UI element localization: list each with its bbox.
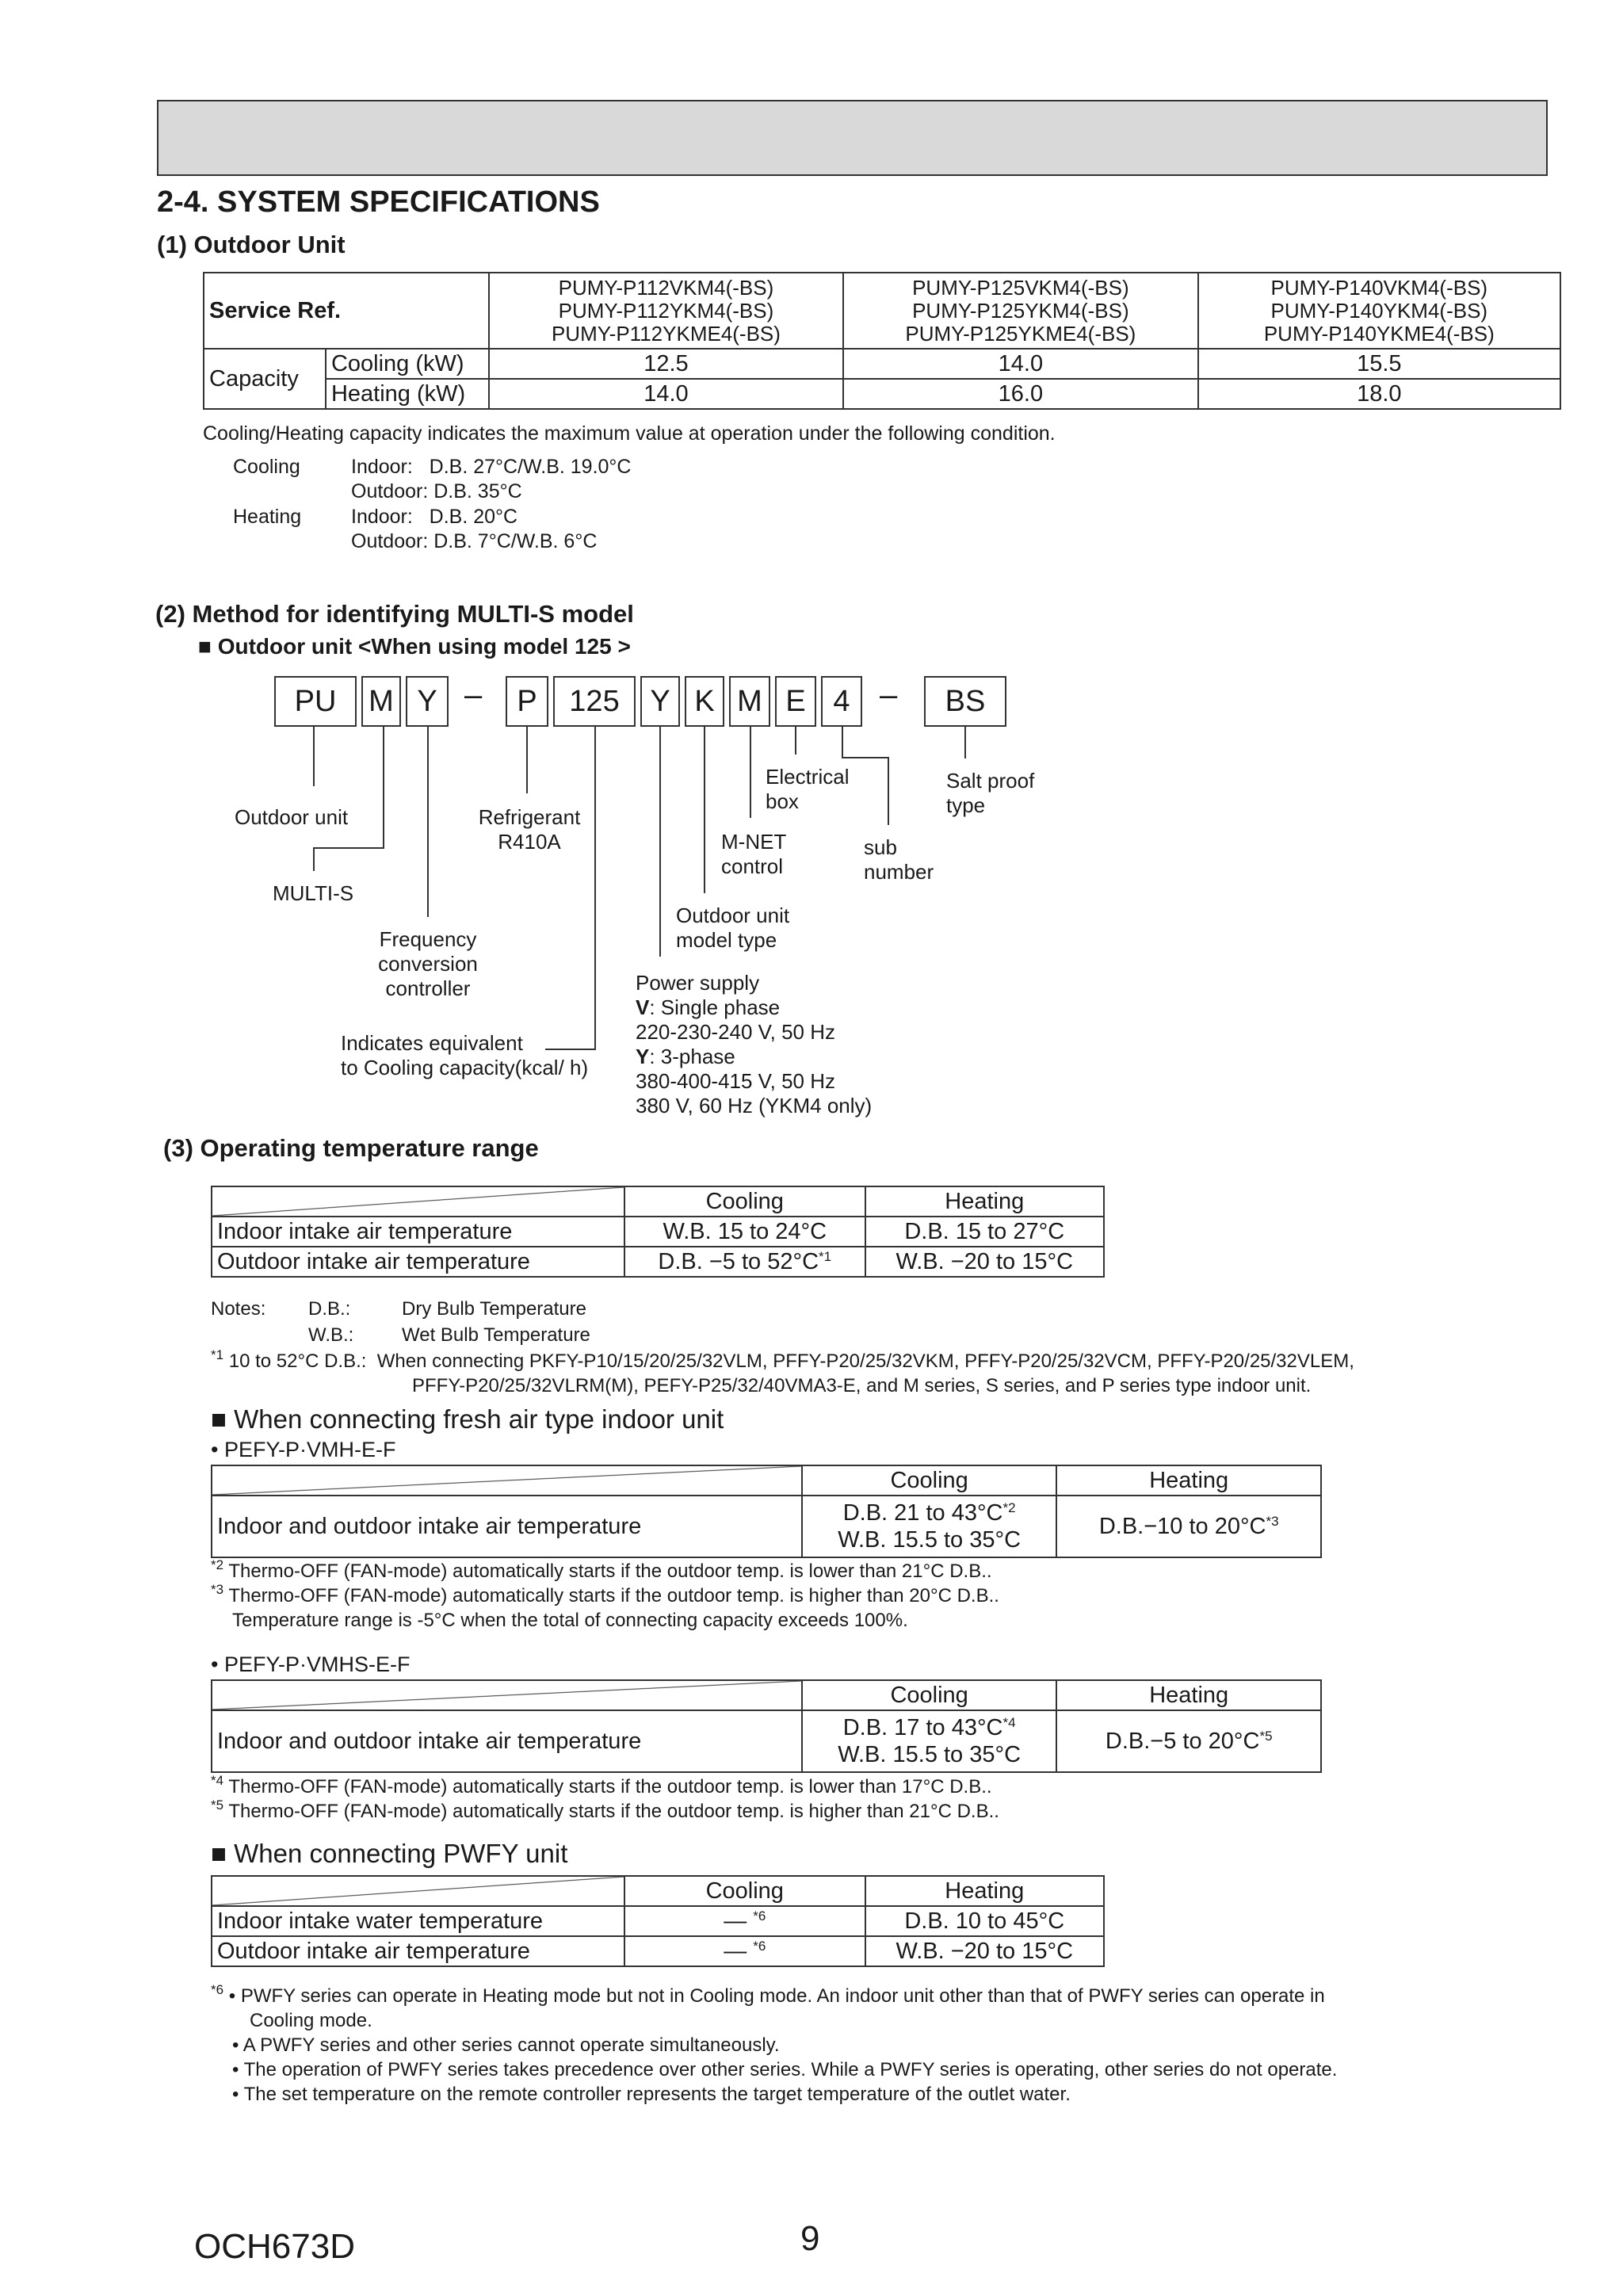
cell-cooling: W.B. 15 to 24°C <box>624 1217 865 1247</box>
label-salt-proof: Salt proof type <box>946 769 1035 817</box>
capacity-note: Cooling/Heating capacity indicates the maximum value at operation under the following condition. <box>203 422 1056 445</box>
diagonal-header-cell <box>212 1876 624 1906</box>
outdoor-unit-table <box>203 272 1561 410</box>
row-label: Outdoor intake air temperature <box>212 1247 624 1277</box>
footnote-6-line2: Cooling mode. <box>250 2010 372 2031</box>
diagonal-header-cell <box>212 1680 802 1710</box>
cell-cooling: D.B. 17 to $43^\circ C^{*4}$ W.B. 15.5 to 35°C <box>802 1710 1057 1772</box>
footnote-4: $^{*4}$ Thermo-OFF (FAN-mode) automatically starts if the outdoor temp. is lower than 17°C D.B.. <box>211 1773 992 1797</box>
row-label: Indoor intake air temperature <box>212 1217 624 1247</box>
footnote-3: $^{*3}$ Thermo-OFF (FAN-mode) automatically starts if the outdoor temp. is higher than 20°C D.B.. <box>211 1582 999 1606</box>
fresh-air-title: ■ When connecting fresh air type indoor unit <box>211 1404 724 1434</box>
page-number: 9 <box>800 2219 820 2258</box>
connector-line <box>704 727 705 893</box>
cooling-value: 15.5 <box>1198 349 1560 379</box>
footnote-2: $^{*2}$ Thermo-OFF (FAN-mode) automatically starts if the outdoor temp. is lower than 21°C D.B.. <box>211 1557 992 1582</box>
code-box-y2: Y <box>640 676 680 727</box>
row-label: Indoor and outdoor intake air temperature <box>212 1710 802 1772</box>
cell-cooling: D.B. 21 to $43^\circ C^{*2}$ W.B. 15.5 to 35°C <box>802 1496 1057 1557</box>
label-power-supply: Power supply V: Single phase 220-230-240 V, 50 Hz Y: 3-phase 380-400-415 V, 50 Hz 380 V, 60 Hz (YKM4 only) <box>636 971 873 1117</box>
cell-heating: W.B. −20 to 15°C <box>865 1936 1105 1966</box>
model-col-140: PUMY-P140VKM4(-BS) PUMY-P140YKM4(-BS) PUMY-P140YKME4(-BS) <box>1198 273 1560 349</box>
wb-key: W.B.: <box>308 1324 354 1346</box>
cooling-kw-label: Cooling (kW) <box>326 349 489 379</box>
label-outdoor-unit: Outdoor unit <box>235 805 349 829</box>
code-box-e: E <box>775 676 816 727</box>
label-model-type: Outdoor unit model type <box>676 904 790 952</box>
footnote-6-bullet2: • A PWFY series and other series cannot operate simultaneously. <box>232 2034 780 2056</box>
cell-cooling: — $^{*6}$ <box>624 1936 865 1966</box>
row-label: Indoor intake water temperature <box>212 1906 624 1936</box>
label-equivalent: Indicates equivalent to Cooling capacity(kcal/ h) <box>341 1031 589 1079</box>
cell-cooling: D.B. −5 to $52^\circ C^{*1}$ <box>624 1247 865 1277</box>
db-key: D.B.: <box>308 1298 351 1320</box>
document-code: OCH673D <box>194 2227 355 2266</box>
label-frequency: Frequency conversion controller <box>378 927 478 1000</box>
code-box-m2: M <box>729 676 770 727</box>
s2-title: (2) Method for identifying MULTI-S model <box>155 600 634 628</box>
notes-label: Notes: <box>211 1298 266 1320</box>
s1-title: (1) Outdoor Unit <box>157 231 346 258</box>
heating-value: 18.0 <box>1198 379 1560 409</box>
fresh2-table <box>211 1679 1322 1773</box>
fresh1-model: • PEFY-P·VMH-E-F <box>211 1438 396 1461</box>
code-box-y: Y <box>406 676 449 727</box>
pwfy-title: ■ When connecting PWFY unit <box>211 1839 568 1868</box>
cond-heating: Heating <box>233 506 302 528</box>
connector-line <box>594 727 596 1050</box>
code-box-pu: PU <box>274 676 357 727</box>
row-label: Indoor and outdoor intake air temperature <box>212 1496 802 1557</box>
label-refrigerant: Refrigerant R410A <box>478 805 581 854</box>
connector-line <box>313 727 315 786</box>
code-box-bs: BS <box>924 676 1006 727</box>
db-val: Dry Bulb Temperature <box>402 1298 586 1320</box>
connector-line <box>313 847 315 871</box>
service-ref-label: Service Ref. <box>204 273 489 349</box>
code-box-m: M <box>361 676 401 727</box>
connector-line <box>659 727 661 957</box>
footnote-6-bullet4: • The set temperature on the remote controller represents the target temperature of the outlet water. <box>232 2084 1071 2105</box>
code-box-125: 125 <box>553 676 636 727</box>
footnote-1-line2: PFFY-P20/25/32VLRM(M), PEFY-P25/32/40VMA3-E, and M series, S series, and P series type indoor unit. <box>412 1375 1312 1396</box>
connector-line <box>313 847 384 849</box>
col-heating: Heating <box>1056 1680 1321 1710</box>
model-col-125: PUMY-P125VKM4(-BS) PUMY-P125YKM4(-BS) PUMY-P125YKME4(-BS) <box>843 273 1197 349</box>
footnote-6: $^{*6}$ • PWFY series can operate in Heating mode but not in Cooling mode. An indoor unit other than that of PWFY series can operate in <box>211 1982 1325 2007</box>
wb-val: Wet Bulb Temperature <box>402 1324 590 1346</box>
model-col-112: PUMY-P112VKM4(-BS) PUMY-P112YKM4(-BS) PUMY-P112YKME4(-BS) <box>489 273 843 349</box>
col-cooling: Cooling <box>624 1876 865 1906</box>
col-cooling: Cooling <box>802 1680 1057 1710</box>
connector-line <box>750 727 751 818</box>
code-dash: – <box>464 678 483 712</box>
header-band <box>157 100 1548 176</box>
connector-line <box>964 727 966 758</box>
cell-heating: D.B.−5 to $20^\circ C^{*5}$ <box>1056 1710 1321 1772</box>
operating-temp-table <box>211 1186 1105 1278</box>
cooling-value: 14.0 <box>843 349 1197 379</box>
heating-kw-label: Heating (kW) <box>326 379 489 409</box>
s2-subtitle: ■ Outdoor unit <When using model 125 > <box>198 634 631 659</box>
connector-line <box>427 727 429 917</box>
footnote-5: $^{*5}$ Thermo-OFF (FAN-mode) automatically starts if the outdoor temp. is higher than 21°C D.B.. <box>211 1797 999 1822</box>
cond-cooling-outdoor: Outdoor: D.B. 35°C <box>351 480 522 502</box>
fresh1-table <box>211 1465 1322 1558</box>
code-box-k: K <box>685 676 724 727</box>
col-heating: Heating <box>1056 1465 1321 1496</box>
cond-heating-outdoor: Outdoor: D.B. 7°C/W.B. 6°C <box>351 530 598 552</box>
connector-line <box>842 757 889 758</box>
connector-line <box>795 727 796 755</box>
connector-line <box>888 757 889 825</box>
cell-heating: W.B. −20 to 15°C <box>865 1247 1105 1277</box>
label-electrical-box: Electrical box <box>766 765 850 813</box>
col-heating: Heating <box>865 1186 1105 1217</box>
label-mnet: M-NET control <box>721 830 787 878</box>
cond-cooling: Cooling <box>233 456 300 478</box>
cell-cooling: — $^{*6}$ <box>624 1906 865 1936</box>
cond-cooling-indoor: Indoor: D.B. 27°C/W.B. 19.0°C <box>351 456 632 478</box>
diagonal-header-cell <box>212 1186 624 1217</box>
pwfy-table <box>211 1875 1105 1967</box>
label-sub-number: sub number <box>864 835 934 884</box>
cell-heating: D.B. 10 to 45°C <box>865 1906 1105 1936</box>
code-box-4: 4 <box>821 676 862 727</box>
cooling-value: 12.5 <box>489 349 843 379</box>
footnote-6-bullet3: • The operation of PWFY series takes precedence over other series. While a PWFY series is operating, other series do not operate. <box>232 2059 1338 2080</box>
row-label: Outdoor intake air temperature <box>212 1936 624 1966</box>
connector-line <box>383 727 384 849</box>
label-multi-s: MULTI-S <box>273 881 354 905</box>
cond-heating-indoor: Indoor: D.B. 20°C <box>351 506 518 528</box>
heating-value: 16.0 <box>843 379 1197 409</box>
col-cooling: Cooling <box>624 1186 865 1217</box>
col-cooling: Cooling <box>802 1465 1057 1496</box>
fresh2-model: • PEFY-P·VMHS-E-F <box>211 1652 411 1676</box>
col-heating: Heating <box>865 1876 1105 1906</box>
diagonal-header-cell <box>212 1465 802 1496</box>
code-box-p: P <box>506 676 548 727</box>
footnote-3-line2: Temperature range is -5°C when the total of connecting capacity exceeds 100%. <box>232 1610 908 1631</box>
heating-value: 14.0 <box>489 379 843 409</box>
cell-heating: D.B. 15 to 27°C <box>865 1217 1105 1247</box>
cell-heating: D.B.−10 to $20^\circ C^{*3}$ <box>1056 1496 1321 1557</box>
footnote-1: $^{*1}$ 10 to 52°C D.B.: When connecting PKFY-P10/15/20/25/32VLM, PFFY-P20/25/32VKM, PFFY-P20/25/32VCM, PFFY-P20/25/32VLEM, <box>211 1347 1354 1372</box>
code-dash: – <box>880 678 898 712</box>
s3-title: (3) Operating temperature range <box>163 1134 539 1162</box>
connector-line <box>526 727 528 793</box>
capacity-label: Capacity <box>204 349 326 409</box>
connector-line <box>842 727 843 758</box>
section-title: 2-4. SYSTEM SPECIFICATIONS <box>157 185 600 219</box>
